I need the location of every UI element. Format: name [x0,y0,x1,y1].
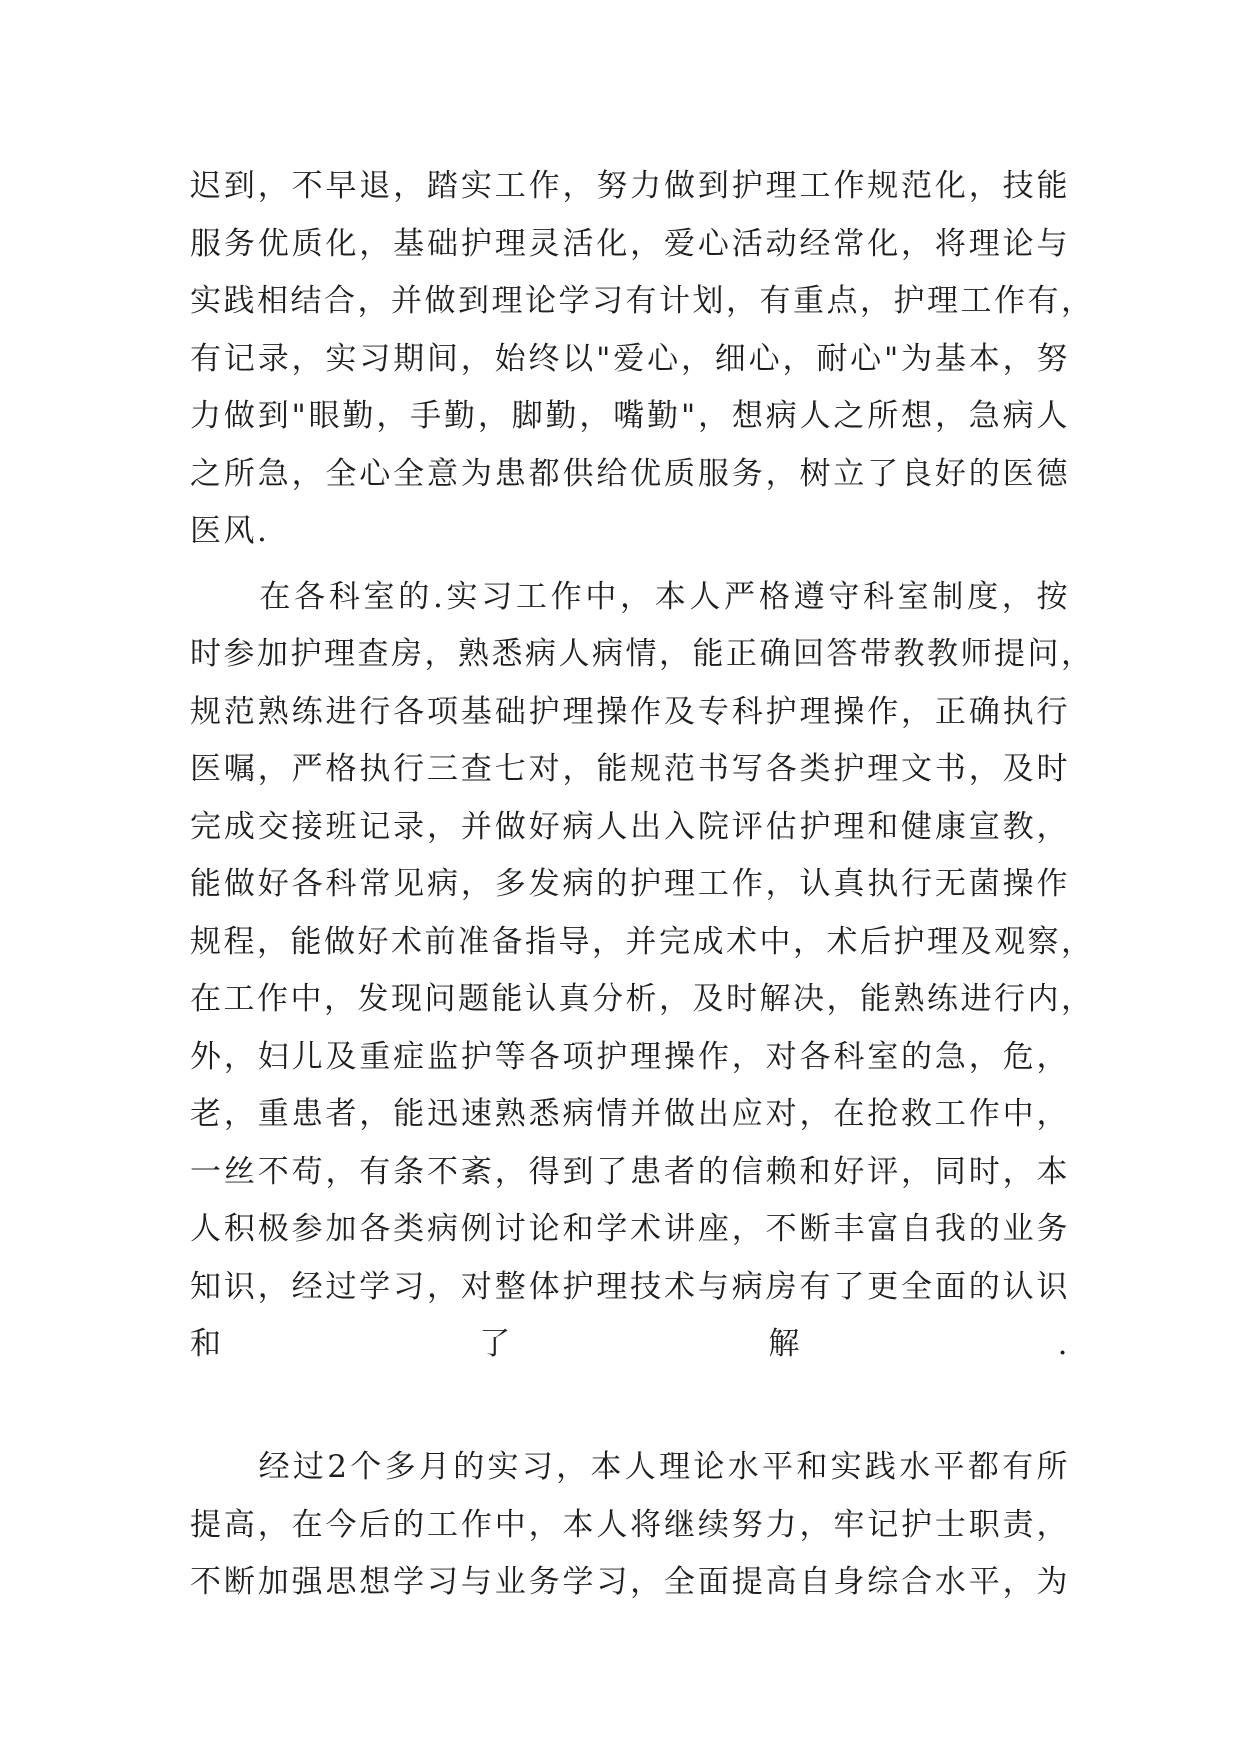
paragraph-2 [190,569,1095,1432]
text-line: 外，妇儿及重症监护等各项护理操作，对各科室的急，危， [190,1038,1070,1075]
text-line [190,1374,1070,1432]
text-line: 提高，在今后的工作中，本人将继续努力，牢记护士职责， [190,1506,1070,1543]
text-line: 不断加强思想学习与业务学习，全面提高自身综合水平，为 [190,1564,1070,1600]
text-line: 一丝不苟，有条不紊，得到了患者的信赖和好评，同时，本 [190,1153,1070,1190]
text-line: 规范熟练进行各项基础护理操作及专科护理操作，正确执行 [190,693,1070,730]
text-line: 人积极参加各类病例讨论和学术讲座，不断丰富自我的业务 [190,1211,1070,1247]
body-text [190,158,1095,1612]
paragraph-gap [190,1431,1070,1439]
text-line: 力做到"眼勤，手勤，脚勤，嘴勤"，想病人之所想，急病人 [190,398,1070,434]
paragraph-gap [190,561,1070,569]
text-line: 实践相结合，并做到理论学习有计划，有重点，护理工作有， [190,283,1095,319]
text-line: 在各科室的.实习工作中，本人严格遵守科室制度，按 [190,578,1070,615]
text-line: 服务优质化，基础护理灵活化，爱心活动经常化，将理论与 [190,225,1070,262]
text-line: 在工作中，发现问题能认真分析，及时解决，能熟练进行内， [190,981,1095,1017]
text-line: 迟到，不早退，踏实工作，努力做到护理工作规范化，技能 [190,168,1070,204]
text-line: 之所急，全心全意为患都供给优质服务，树立了良好的医德 [190,455,1070,492]
paragraph-1 [190,158,1095,561]
text-line: 完成交接班记录，并做好病人出入院评估护理和健康宣教， [190,808,1070,845]
text-line: 老，重患者，能迅速熟悉病情并做出应对，在抢救工作中， [190,1096,1070,1132]
text-line: 能做好各科常见病，多发病的护理工作，认真执行无菌操作 [190,866,1070,902]
paragraph-3 [190,1439,1070,1612]
text-line: 时参加护理查房，熟悉病人病情，能正确回答带教教师提问， [190,636,1095,672]
text-line: 和了解. [190,1326,1070,1362]
text-line: 知识，经过学习，对整体护理技术与病房有了更全面的认识 [190,1268,1070,1305]
text-line: 经过2个多月的实习，本人理论水平和实践水平都有所 [190,1449,1070,1485]
text-line: 医嘱，严格执行三查七对，能规范书写各类护理文书，及时 [190,751,1070,787]
text-line: 规程，能做好术前准备指导，并完成术中，术后护理及观察， [190,923,1095,960]
text-line: 医风. [190,513,270,549]
text-line: 有记录，实习期间，始终以"爱心，细心，耐心"为基本，努 [190,340,1070,377]
